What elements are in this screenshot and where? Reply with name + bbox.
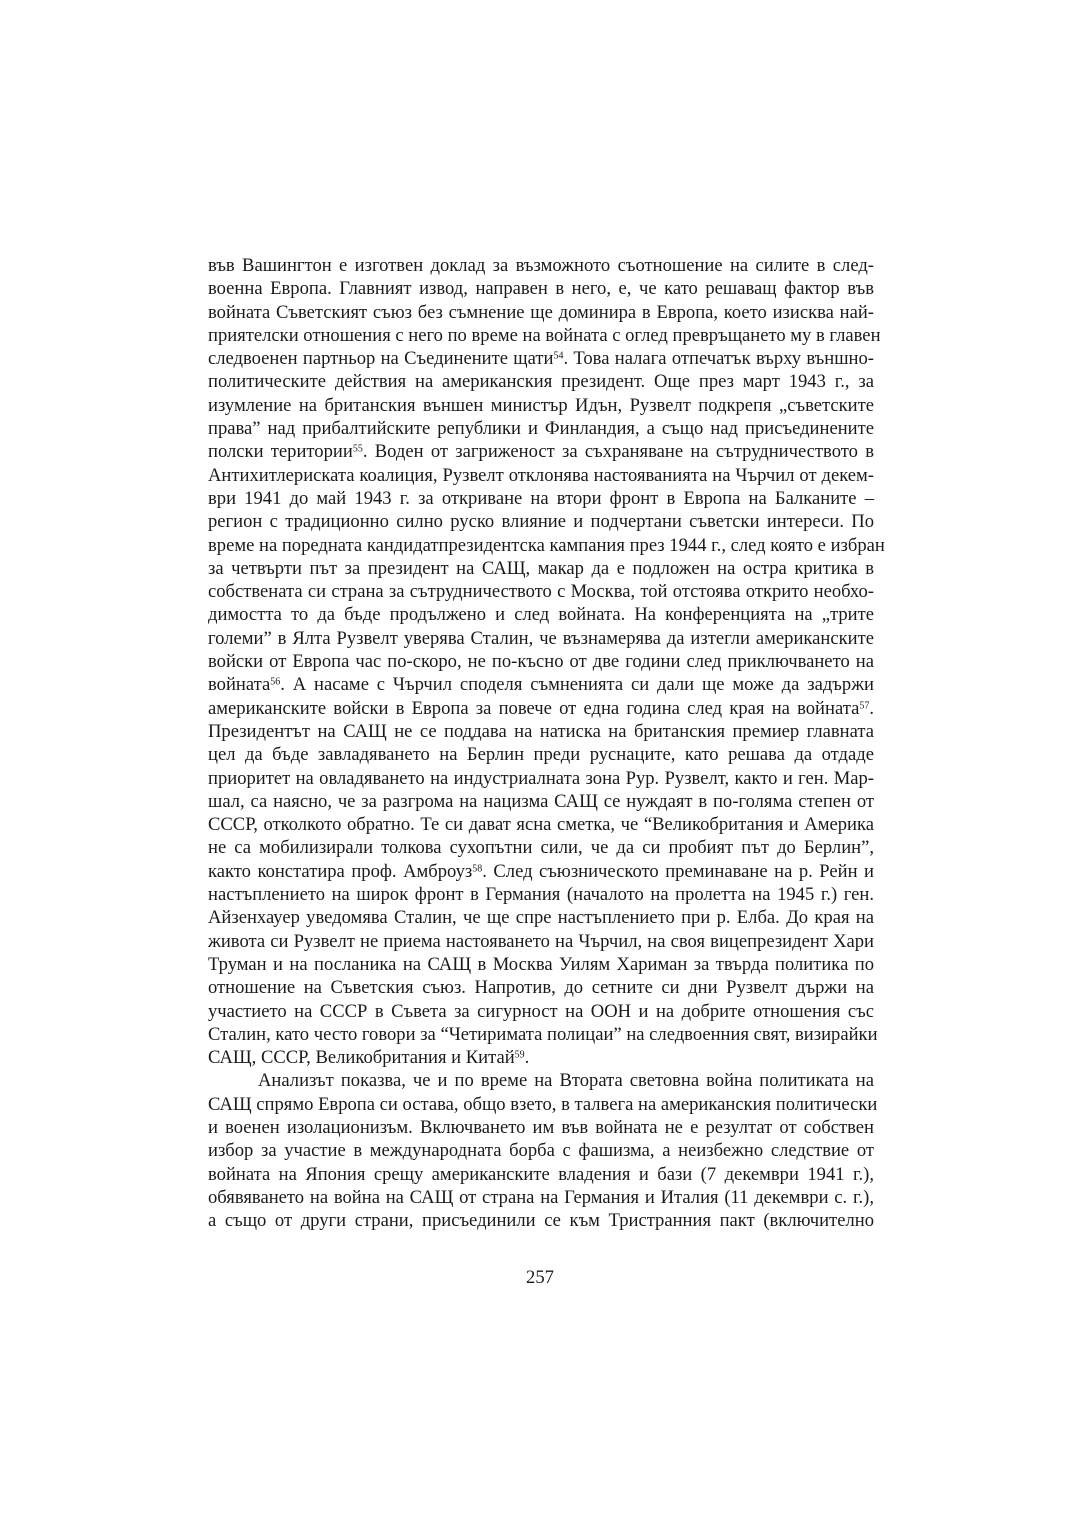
text-line bbox=[208, 627, 874, 650]
text-segment: . bbox=[524, 1047, 530, 1069]
page-body bbox=[208, 254, 885, 1232]
text-line bbox=[208, 347, 874, 370]
text-segment: приятелски отношения с него по време на войната с оглед превръщането му в главен bbox=[208, 324, 881, 346]
text-line bbox=[208, 580, 874, 603]
text-segment: военна Европа. Главният извод, направен в него, е, че като решаващ фактор във bbox=[208, 278, 874, 300]
text-segment: права” над прибалтийските републики и Финландия, а също над присъединените bbox=[208, 418, 874, 440]
text-segment: за четвърти път за президент на САЩ, макар да е подложен на остра критика в bbox=[208, 557, 874, 579]
text-segment: шал, са наясно, че за разгрома на нацизма САЩ се нуждаят в по-голяма степен от bbox=[208, 790, 874, 812]
text-line bbox=[208, 254, 874, 277]
text-line bbox=[208, 720, 874, 743]
text-line bbox=[208, 1116, 874, 1139]
text-line bbox=[208, 836, 874, 859]
text-segment: отношение на Съветския съюз. Напротив, до сетните си дни Рузвелт държи на bbox=[208, 977, 874, 999]
text-line bbox=[208, 464, 874, 487]
text-segment: . А насаме с Чърчил споделя съмненията си дали ще може да задържи bbox=[280, 674, 874, 696]
text-line bbox=[208, 1023, 878, 1046]
text-line bbox=[208, 510, 874, 533]
text-line bbox=[208, 301, 874, 324]
footnote-ref: 54 bbox=[553, 350, 564, 362]
text-line bbox=[208, 1139, 874, 1162]
footnote-ref: 58 bbox=[472, 863, 483, 875]
text-line bbox=[208, 790, 874, 813]
text-segment: Президентът на САЩ не се поддава на натиска на британския премиер главната bbox=[208, 720, 874, 742]
text-line bbox=[208, 976, 874, 999]
text-line bbox=[208, 1209, 874, 1232]
text-segment: димостта то да бъде продължено и след войната. На конференцията на „трите bbox=[208, 604, 874, 626]
text-segment: във Вашингтон е изготвен доклад за възможното съотношение на силите в след- bbox=[208, 255, 874, 276]
text-segment: собствената си страна за сътрудничеството с Москва, той отстоява открито необхо- bbox=[208, 581, 874, 603]
text-segment: САЩ спрямо Европа си остава, общо взето, в талвега на американския политически bbox=[208, 1093, 878, 1115]
text-line bbox=[208, 930, 874, 953]
text-line bbox=[208, 767, 874, 790]
text-segment: участието на СССР в Съвета за сигурност на ООН и на добрите отношения със bbox=[208, 1000, 874, 1022]
text-segment: както констатира проф. Амброуз bbox=[208, 860, 473, 882]
text-segment: полски територии bbox=[208, 441, 353, 463]
text-line bbox=[208, 370, 874, 393]
text-segment: . След съюзническото преминаване на р. Рейн и bbox=[482, 860, 874, 882]
text-segment: Сталин, като често говори за “Четиримата полицаи” на следвоенния свят, визирайки bbox=[208, 1023, 878, 1045]
text-segment: настъплението на широк фронт в Германия (началото на пролетта на 1945 г.) ген. bbox=[208, 884, 874, 906]
text-segment: войски от Европа час по-скоро, не по-късно от две години след приключването на bbox=[208, 651, 874, 673]
text-line bbox=[208, 277, 874, 300]
page-number: 257 bbox=[526, 1267, 554, 1288]
text-segment: живота си Рузвелт не приема настояването на Чърчил, на своя вицепрезидент Хари bbox=[208, 930, 874, 952]
text-segment: войната bbox=[208, 674, 271, 696]
text-line bbox=[208, 487, 874, 510]
text-line bbox=[208, 440, 874, 463]
text-line bbox=[208, 650, 874, 673]
text-line bbox=[208, 1186, 874, 1209]
text-segment: Анализът показва, че и по време на Втората световна война политиката на bbox=[258, 1070, 874, 1092]
text-segment: не са мобилизирали толкова сухопътни сили, че да си пробият път до Берлин”, bbox=[208, 837, 874, 859]
text-segment: Труман и на посланика на САЩ в Москва Уилям Хариман за твърда политика по bbox=[208, 953, 874, 975]
text-line bbox=[208, 813, 874, 836]
text-segment: САЩ, СССР, Великобритания и Китай bbox=[208, 1047, 515, 1069]
text-line bbox=[208, 603, 874, 626]
text-line bbox=[208, 673, 874, 696]
text-segment: големи” в Ялта Рузвелт уверява Сталин, че възнамерява да изтегли американските bbox=[208, 627, 874, 649]
text-line bbox=[208, 1046, 874, 1069]
text-line bbox=[208, 557, 874, 580]
text-segment: американските войски в Европа за повече от една година след края на войната bbox=[208, 697, 860, 719]
text-line bbox=[208, 1069, 874, 1092]
text-line bbox=[208, 394, 874, 417]
text-line bbox=[208, 697, 874, 720]
footnote-ref: 57 bbox=[859, 700, 870, 712]
text-line bbox=[208, 906, 874, 929]
text-segment: . bbox=[869, 697, 874, 719]
text-line bbox=[208, 953, 874, 976]
text-segment: Антихитлериската коалиция, Рузвелт отклонява настояванията на Чърчил от декем- bbox=[208, 464, 874, 486]
text-line bbox=[208, 534, 885, 557]
text-segment: политическите действия на американския президент. Още през март 1943 г., за bbox=[208, 371, 874, 393]
text-segment: . Воден от загриженост за съхраняване на сътрудничеството в bbox=[362, 441, 874, 463]
text-line bbox=[208, 860, 874, 883]
text-line bbox=[208, 743, 874, 766]
text-segment: а също от други страни, присъединили се към Тристранния пакт (включително bbox=[208, 1210, 874, 1232]
footnote-ref: 56 bbox=[270, 676, 281, 688]
text-segment: . Това налага отпечатък върху външно- bbox=[563, 348, 874, 370]
text-line bbox=[208, 1000, 874, 1023]
text-segment: войната на Япония срещу американските владения и бази (7 декември 1941 г.), bbox=[208, 1163, 874, 1185]
text-line bbox=[208, 883, 874, 906]
text-segment: регион с традиционно силно руско влияние и подчертани съветски интереси. По bbox=[208, 511, 874, 533]
text-line bbox=[208, 324, 881, 347]
text-segment: време на поредната кандидатпрезидентска кампания през 1944 г., след която е избран bbox=[208, 534, 885, 556]
text-segment: изумление на британския външен министър Идън, Рузвелт подкрепя „съветските bbox=[208, 394, 874, 416]
text-segment: избор за участие в международната борба с фашизма, а неизбежно следствие от bbox=[208, 1140, 874, 1162]
text-segment: цел да бъде завладяването на Берлин преди руснаците, като решава да отдаде bbox=[208, 744, 874, 766]
text-segment: войната Съветският съюз без съмнение ще доминира в Европа, което изисква най- bbox=[208, 301, 874, 323]
text-segment: ври 1941 до май 1943 г. за откриване на втори фронт в Европа на Балканите – bbox=[208, 487, 874, 509]
text-line bbox=[208, 417, 874, 440]
text-segment: Айзенхауер уведомява Сталин, че ще спре настъплението при р. Елба. До края на bbox=[208, 907, 874, 929]
text-line bbox=[208, 1093, 878, 1116]
text-line bbox=[208, 1163, 874, 1186]
text-segment: СССР, отколкото обратно. Те си дават ясна сметка, че “Великобритания и Америка bbox=[208, 814, 874, 836]
footnote-ref: 59 bbox=[514, 1049, 525, 1061]
footnote-ref: 55 bbox=[352, 443, 363, 455]
text-segment: обявяването на война на САЩ от страна на Германия и Италия (11 декември с. г.), bbox=[208, 1186, 874, 1208]
text-segment: и военен изолационизъм. Включването им във войната не е резултат от собствен bbox=[208, 1116, 874, 1138]
text-segment: следвоенен партньор на Съединените щати bbox=[208, 348, 554, 370]
text-segment: приоритет на овладяването на индустриалната зона Рур. Рузвелт, както и ген. Мар- bbox=[208, 767, 874, 789]
